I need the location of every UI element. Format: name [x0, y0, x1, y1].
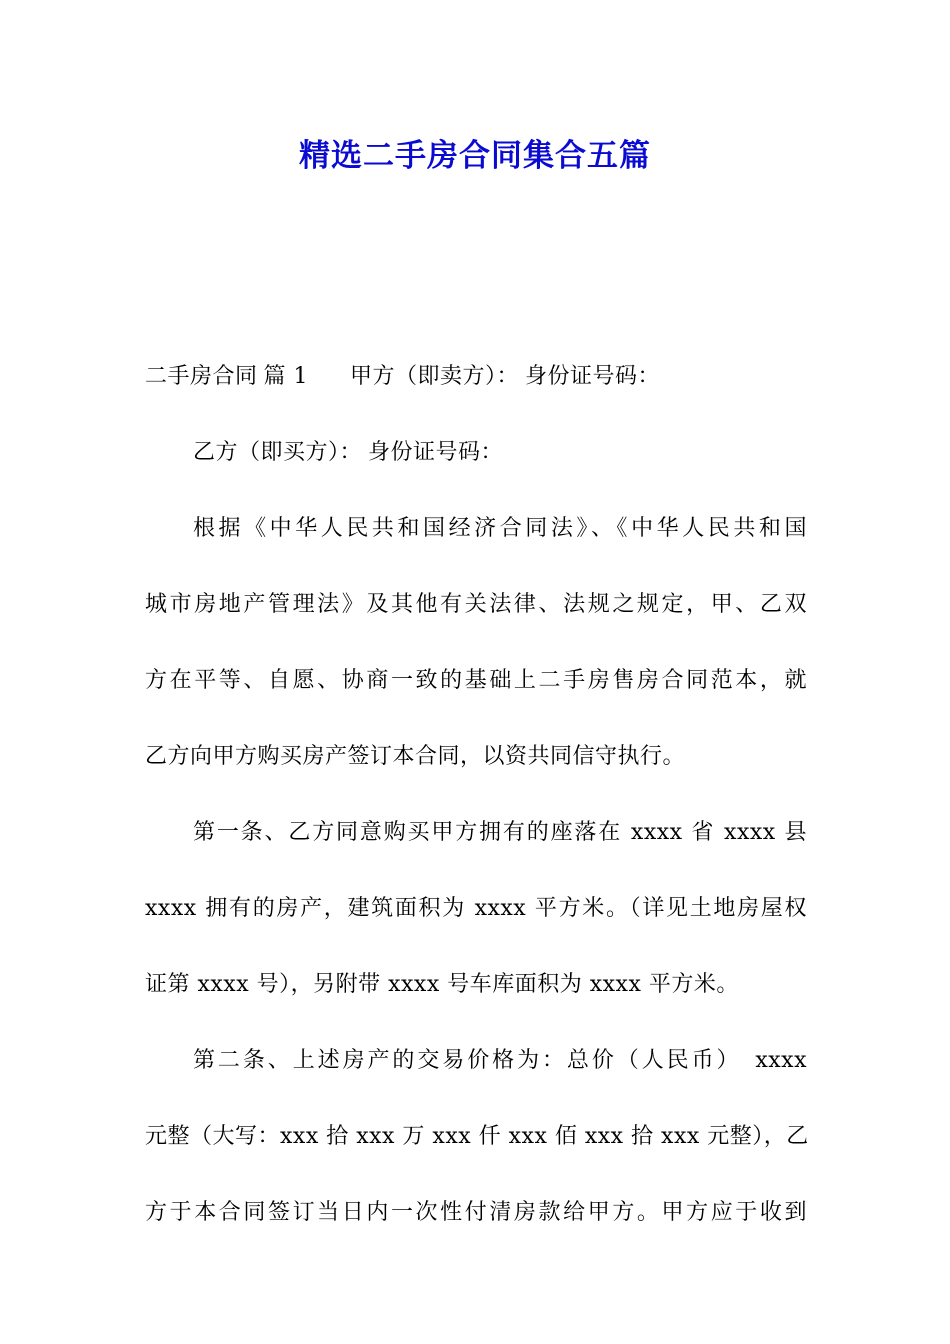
document-body [145, 339, 807, 1251]
section-number: 篇 1 [263, 364, 309, 389]
party-b-id-label: 身份证号码： [368, 440, 504, 465]
party-b-label: 乙方（即买方）： [193, 440, 363, 465]
paragraph-line: 城市房地产管理法》及其他有关法律、法规之规定，甲、乙双 [145, 592, 807, 617]
party-b-line [145, 415, 807, 491]
party-a-label: 甲方（即卖方）： [350, 364, 520, 389]
paragraph-line: 第二条、上述房产的交易价格为：总价（人民币） xxxx [193, 1048, 807, 1073]
paragraph-line: 方在平等、自愿、协商一致的基础上二手房售房合同范本，就 [145, 668, 807, 693]
document-title: 精选二手房合同集合五篇 [299, 138, 651, 174]
paragraph-line: 乙方向甲方购买房产签订本合同，以资共同信守执行。 [145, 744, 686, 769]
paragraph-line: 根据《中华人民共和国经济合同法》、《中华人民共和国 [193, 516, 807, 541]
paragraph-line: 第一条、乙方同意购买甲方拥有的座落在 xxxx 省 xxxx 县 [193, 820, 807, 845]
paragraph-line: 证第 xxxx 号），另附带 xxxx 号车库面积为 xxxx 平方米。 [145, 972, 739, 997]
paragraph-line: xxxx 拥有的房产，建筑面积为 xxxx 平方米。（详见土地房屋权 [145, 896, 807, 921]
paragraph-line: 方于本合同签订当日内一次性付清房款给甲方。甲方应于收到 [145, 1200, 807, 1225]
section-label: 二手房合同 [145, 364, 258, 389]
paragraph-line: 元整（大写：xxx 拾 xxx 万 xxx 仟 xxx 佰 xxx 拾 xxx 元整），乙 [145, 1124, 809, 1149]
header-line [145, 339, 807, 415]
party-a-id-label: 身份证号码： [525, 364, 661, 389]
